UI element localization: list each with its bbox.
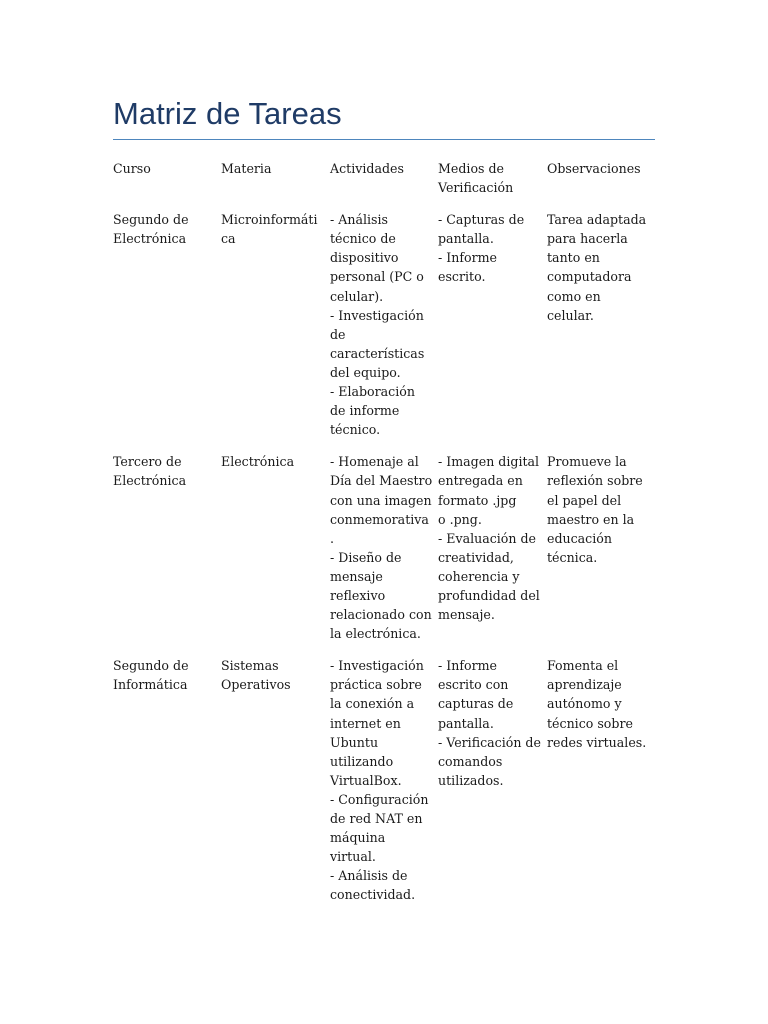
cell-observaciones: Promueve la reflexión sobre el papel del maestro en la educación técnica. [547,454,643,565]
header-materia: Materia [221,161,272,176]
header-curso: Curso [113,161,151,176]
cell-curso: Tercero de Electrónica [113,454,187,489]
tasks-table [113,159,655,917]
cell-medios: - Capturas de pantalla. - Informe escrito. [438,212,525,285]
cell-observaciones: Fomenta el aprendizaje autónomo y técnico sobre redes virtuales. [547,658,647,750]
table-header-row [113,159,655,210]
header-actividades: Actividades [330,161,404,176]
cell-curso: Segundo de Informática [113,658,189,693]
cell-actividades: - Análisis técnico de dispositivo personal (PC o celular). - Investigación de características del equipo. - Elaboración de informe técnico. [330,212,425,438]
header-observaciones: Observaciones [547,161,641,176]
header-medios-de-verificacion: Medios de Verificación [438,161,514,196]
cell-observaciones: Tarea adaptada para hacerla tanto en computadora como en celular. [547,212,647,323]
page-title: Matriz de Tareas [113,96,342,131]
cell-materia: Microinformáti ca [221,212,318,247]
cell-materia: Electrónica [221,454,295,470]
table-row [113,452,655,656]
table-row [113,656,655,917]
cell-medios: - Informe escrito con capturas de pantalla. - Verificación de comandos utilizados. [438,658,541,788]
cell-curso: Segundo de Electrónica [113,212,189,247]
table-row [113,210,655,452]
cell-actividades: - Homenaje al Día del Maestro con una imagen conmemorativa . - Diseño de mensaje reflexivo relacionado con la electrónica. [330,454,433,642]
cell-materia: Sistemas Operativos [221,658,291,693]
cell-actividades: - Investigación práctica sobre la conexión a internet en Ubuntu utilizando VirtualBox. - Configuración de red NAT en máquina virtual. - Análisis de conectividad. [330,658,429,903]
cell-medios: - Imagen digital entregada en formato .jpg o .png. - Evaluación de creatividad, coherencia y profundidad del mensaje. [438,454,540,623]
title-underline [113,139,655,140]
